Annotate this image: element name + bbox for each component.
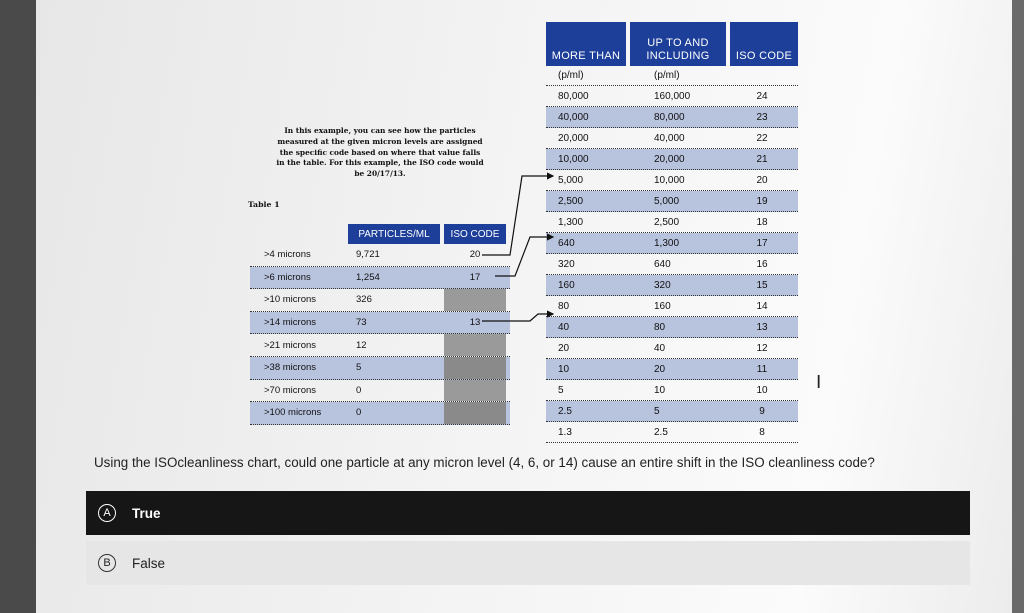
iso-cell-up-to: 2.5	[654, 426, 668, 438]
iso-cell-code: 21	[756, 153, 768, 165]
option-label: False	[132, 555, 166, 571]
micron-size-cell: >4 microns	[264, 249, 311, 261]
micron-size-cell: >10 microns	[264, 294, 317, 306]
iso-code-cell: 17	[469, 271, 481, 283]
iso-cell-up-to: 80	[654, 321, 666, 333]
arrow-6-micron	[495, 237, 553, 276]
iso-cell-code: 12	[756, 342, 768, 354]
iso-cell-up-to: 160,000	[654, 90, 691, 102]
iso-cell-up-to: 20,000	[654, 153, 685, 165]
instructions-line: the specific code based on where that value falls	[279, 147, 481, 157]
particles-cell: 73	[356, 317, 367, 329]
micron-size-cell: >100 microns	[264, 407, 322, 419]
iso-cell-code: 17	[756, 237, 768, 249]
iso-cell-code: 18	[756, 216, 768, 228]
iso-cell-code: 11	[756, 363, 768, 375]
iso-cell-more-than: 5	[558, 384, 564, 396]
units-up-to: (p/ml)	[654, 70, 680, 81]
iso-cell-more-than: 80,000	[558, 90, 589, 102]
header-more-than: MORE THAN	[546, 22, 626, 66]
option-letter-badge: B	[98, 554, 116, 572]
iso-cell-code: 14	[756, 300, 768, 312]
micron-size-cell: >38 microns	[264, 362, 317, 374]
answer-option-false[interactable]	[86, 541, 970, 585]
iso-cell-more-than: 320	[558, 258, 575, 270]
iso-cell-code: 9	[759, 405, 765, 417]
iso-cell-up-to: 40	[654, 342, 666, 354]
iso-cell-more-than: 40	[558, 321, 570, 333]
iso-cell-code: 20	[756, 174, 768, 186]
iso-cell-more-than: 5,000	[558, 174, 584, 186]
iso-cell-up-to: 1,300	[654, 237, 680, 249]
iso-cell-up-to: 10	[654, 384, 666, 396]
iso-cell-up-to: 5	[654, 405, 660, 417]
option-letter-badge: A	[98, 504, 116, 522]
iso-cell-more-than: 160	[558, 279, 575, 291]
answer-option-true[interactable]	[86, 491, 970, 535]
iso-cell-up-to: 80,000	[654, 111, 685, 123]
instructions-line: measured at the given micron levels are assigned	[277, 136, 483, 146]
iso-cell-up-to: 640	[654, 258, 671, 270]
particles-cell: 5	[356, 362, 362, 374]
particles-cell: 0	[356, 384, 362, 396]
instructions-line: be 20/17/13.	[354, 169, 406, 179]
iso-cell-up-to: 320	[654, 279, 671, 291]
iso-cell-more-than: 1.3	[558, 426, 572, 438]
arrow-4-micron	[482, 176, 553, 255]
iso-cell-more-than: 40,000	[558, 111, 589, 123]
iso-cell-more-than: 20	[558, 342, 570, 354]
particles-cell: 0	[356, 407, 362, 419]
iso-cell-up-to: 10,000	[654, 174, 685, 186]
option-label: True	[132, 505, 161, 521]
iso-cell-up-to: 2,500	[654, 216, 680, 228]
particles-cell: 9,721	[356, 249, 380, 261]
particles-cell: 326	[356, 294, 372, 306]
iso-cell-up-to: 5,000	[654, 195, 680, 207]
header-particles: PARTICLES/ML	[348, 224, 440, 244]
micron-size-cell: >70 microns	[264, 384, 317, 396]
header-up-to: UP TO AND INCLUDING	[630, 22, 726, 66]
iso-cell-up-to: 160	[654, 300, 671, 312]
instructions-line: in the table. For this example, the ISO code would	[276, 158, 484, 168]
particles-cell: 12	[356, 339, 367, 351]
arrow-14-micron	[482, 314, 553, 321]
header-iso-code: ISO CODE	[444, 224, 506, 244]
units-more-than: (p/ml)	[558, 70, 584, 81]
iso-cell-code: 23	[756, 111, 768, 123]
iso-cell-more-than: 2.5	[558, 405, 572, 417]
iso-cell-more-than: 2,500	[558, 195, 584, 207]
micron-size-cell: >6 microns	[264, 271, 311, 283]
micron-size-cell: >21 microns	[264, 339, 317, 351]
iso-cell-code: 22	[756, 132, 768, 144]
iso-code-cell: 20	[469, 249, 481, 261]
iso-cell-code: 19	[756, 195, 768, 207]
micron-size-cell: >14 microns	[264, 317, 317, 329]
iso-cell-more-than: 10	[558, 363, 570, 375]
iso-code-cell: 13	[469, 317, 481, 329]
iso-cell-more-than: 1,300	[558, 216, 584, 228]
iso-cell-code: 24	[756, 90, 768, 102]
iso-cell-more-than: 80	[558, 300, 570, 312]
particles-cell: 1,254	[356, 271, 380, 283]
table-1-label: Table 1	[248, 200, 280, 209]
iso-cell-code: 8	[759, 426, 765, 438]
iso-cell-code: 16	[756, 258, 768, 270]
instructions-line: In this example, you can see how the particles	[284, 126, 476, 135]
iso-cell-code: 13	[756, 321, 768, 333]
iso-cell-more-than: 10,000	[558, 153, 589, 165]
iso-cell-code: 10	[756, 384, 768, 396]
iso-cell-up-to: 40,000	[654, 132, 685, 144]
iso-cell-code: 15	[756, 279, 768, 291]
header-iso-code: ISO CODE	[730, 22, 798, 66]
iso-cell-up-to: 20	[654, 363, 666, 375]
iso-cell-more-than: 640	[558, 237, 575, 249]
iso-cell-more-than: 20,000	[558, 132, 589, 144]
text-cursor-icon: I	[816, 372, 822, 393]
question-text: Using the ISOcleanliness chart, could one particle at any micron level (4, 6, or 14) cause an entire shift in the ISO cleanliness code?	[94, 455, 875, 470]
